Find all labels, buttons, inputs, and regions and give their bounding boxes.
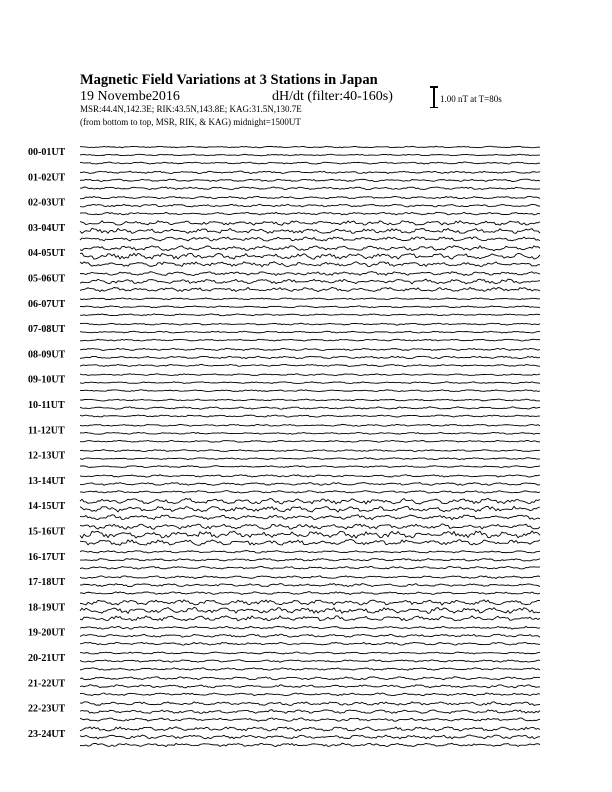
hour-label: 18-19UT xyxy=(28,602,66,614)
trace-rik xyxy=(80,204,540,207)
hour-label: 02-03UT xyxy=(28,197,66,209)
hour-label: 07-08UT xyxy=(28,324,66,336)
trace-rik xyxy=(80,253,540,259)
trace-rik xyxy=(80,531,540,538)
hour-label: 00-01UT xyxy=(28,147,66,158)
trace-kag xyxy=(80,600,540,605)
trace-msr xyxy=(80,491,540,493)
trace-kag xyxy=(80,475,540,477)
trace-kag xyxy=(80,551,540,553)
trace-rik xyxy=(80,179,540,181)
scale-label: 1.00 nT at T=80s xyxy=(440,94,502,104)
trace-msr xyxy=(80,314,540,316)
trace-rik xyxy=(80,710,540,714)
hour-label: 01-02UT xyxy=(28,172,66,184)
trace-rik xyxy=(80,306,540,308)
trace-rik xyxy=(80,356,540,358)
trace-rik xyxy=(80,559,540,562)
trace-rik xyxy=(80,634,540,637)
trace-kag xyxy=(80,323,540,325)
hour-label: 06-07UT xyxy=(28,298,66,310)
trace-msr xyxy=(80,262,540,267)
trace-msr xyxy=(80,364,540,366)
trace-rik xyxy=(80,660,540,662)
hour-label: 14-15UT xyxy=(28,501,66,513)
trace-kag xyxy=(80,374,540,376)
trace-kag xyxy=(80,677,540,680)
trace-msr xyxy=(80,390,540,392)
hour-label: 20-21UT xyxy=(28,653,66,664)
trace-msr xyxy=(80,668,540,670)
trace-kag xyxy=(80,727,540,731)
trace-order-note: (from bottom to top, MSR, RIK, & KAG) midnight=1500UT xyxy=(80,117,301,127)
trace-rik xyxy=(80,685,540,688)
hour-label: 08-09UT xyxy=(28,349,66,361)
trace-kag xyxy=(80,196,540,198)
trace-msr xyxy=(80,415,540,417)
hour-label: 03-04UT xyxy=(28,222,66,234)
hour-label: 05-06UT xyxy=(28,273,66,285)
hour-label: 12-13UT xyxy=(28,450,66,462)
trace-msr xyxy=(80,212,540,215)
hour-label: 09-10UT xyxy=(28,374,66,386)
trace-rik xyxy=(80,331,540,333)
hour-label: 16-17UT xyxy=(28,551,66,563)
trace-msr xyxy=(80,539,540,545)
trace-kag xyxy=(80,424,540,426)
trace-rik xyxy=(80,228,540,233)
component-filter-label: dH/dt (filter:40-160s) xyxy=(272,89,393,104)
trace-msr xyxy=(80,339,540,341)
trace-rik xyxy=(80,458,540,460)
trace-kag xyxy=(80,272,540,276)
trace-rik xyxy=(80,279,540,284)
trace-msr xyxy=(80,693,540,696)
trace-rik xyxy=(80,584,540,587)
hour-label: 17-18UT xyxy=(28,577,66,589)
trace-kag xyxy=(80,652,540,654)
hour-label: 15-16UT xyxy=(28,526,66,538)
trace-msr xyxy=(80,743,540,746)
trace-msr xyxy=(80,642,540,645)
trace-rik xyxy=(80,607,540,613)
trace-msr xyxy=(80,287,540,291)
trace-msr xyxy=(80,566,540,569)
trace-kag xyxy=(80,702,540,706)
hour-label: 19-20UT xyxy=(28,627,66,639)
hour-label: 21-22UT xyxy=(28,678,66,690)
trace-kag xyxy=(80,399,540,401)
trace-msr xyxy=(80,592,540,595)
trace-kag xyxy=(80,524,540,529)
hour-label: 11-12UT xyxy=(28,425,65,437)
trace-kag xyxy=(80,221,540,225)
trace-kag xyxy=(80,171,540,173)
trace-msr xyxy=(80,466,540,468)
trace-kag xyxy=(80,298,540,300)
trace-kag xyxy=(80,626,540,629)
trace-kag xyxy=(80,348,540,350)
trace-rik xyxy=(80,154,540,156)
trace-kag xyxy=(80,146,540,147)
trace-rik xyxy=(80,735,540,739)
trace-rik xyxy=(80,506,540,512)
chart-title: Magnetic Field Variations at 3 Stations in Japan xyxy=(80,72,378,88)
hour-label: 04-05UT xyxy=(28,248,66,260)
station-coordinates: MSR:44.4N,142.3E; RIK:43.5N,143.8E; KAG:31.5N,130.7E xyxy=(80,104,302,114)
trace-rik xyxy=(80,407,540,409)
chart-date: 19 Novembe2016 xyxy=(80,89,180,104)
hour-label: 13-14UT xyxy=(28,475,66,487)
trace-kag xyxy=(80,450,540,452)
hour-label: 22-23UT xyxy=(28,703,66,715)
trace-kag xyxy=(80,246,540,251)
trace-msr xyxy=(80,718,540,721)
trace-rik xyxy=(80,432,540,434)
trace-rik xyxy=(80,483,540,486)
hour-label: 23-24UT xyxy=(28,728,66,740)
trace-msr xyxy=(80,187,540,190)
trace-rik xyxy=(80,382,540,384)
trace-msr xyxy=(80,515,540,520)
trace-kag xyxy=(80,576,540,579)
trace-msr xyxy=(80,162,540,164)
trace-msr xyxy=(80,237,540,241)
trace-kag xyxy=(80,498,540,504)
trace-msr xyxy=(80,440,540,442)
hour-label: 10-11UT xyxy=(28,400,65,411)
trace-msr xyxy=(80,616,540,621)
